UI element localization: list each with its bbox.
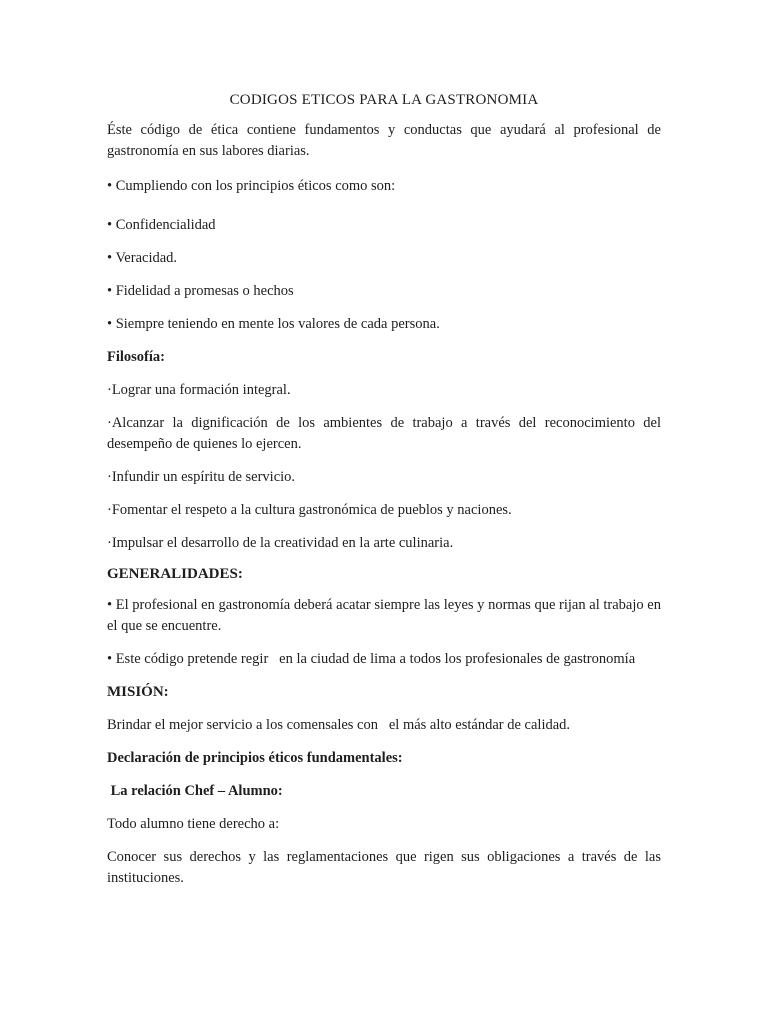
principle-item-3: • Fidelidad a promesas o hechos xyxy=(107,283,294,299)
principle-item-1: • Confidencialidad xyxy=(107,217,216,233)
filosofia-heading: Filosofía: xyxy=(107,349,165,365)
filosofia-item-5: ·Impulsar el desarrollo de la creatividad en la arte culinaria. xyxy=(107,535,454,551)
principles-lead: • Cumpliendo con los principios éticos como son: xyxy=(107,178,396,194)
generalidades-heading: GENERALIDADES: xyxy=(107,566,243,582)
mision-text: Brindar el mejor servicio a los comensales con el más alto estándar de calidad. xyxy=(107,717,571,733)
principle-item-4: • Siempre teniendo en mente los valores de cada persona. xyxy=(107,316,440,332)
document-title: CODIGOS ETICOS PARA LA GASTRONOMIA xyxy=(229,92,539,108)
principle-item-2: • Veracidad. xyxy=(107,250,178,266)
mision-heading: MISIÓN: xyxy=(107,684,169,700)
generalidades-item-2: • Este código pretende regir en la ciudad de lima a todos los profesionales de gastronomía xyxy=(107,651,636,667)
filosofia-item-2: ·Alcanzar la dignificación de los ambientes de trabajo a través del reconocimiento del desempeño de quienes lo ejercen. xyxy=(107,415,661,452)
relacion-heading: La relación Chef – Alumno: xyxy=(107,783,283,799)
filosofia-item-1: ·Lograr una formación integral. xyxy=(107,382,291,398)
declaracion-heading: Declaración de principios éticos fundamentales: xyxy=(107,750,403,766)
alumno-item: Conocer sus derechos y las reglamentaciones que rigen sus obligaciones a través de las instituciones. xyxy=(107,849,661,886)
generalidades-item-1: • El profesional en gastronomía deberá acatar siempre las leyes y normas que rijan al trabajo en el que se encuentre. xyxy=(107,597,661,634)
filosofia-item-3: ·Infundir un espíritu de servicio. xyxy=(107,469,296,485)
alumno-lead: Todo alumno tiene derecho a: xyxy=(107,816,280,832)
intro-paragraph: Éste código de ética contiene fundamentos y conductas que ayudará al profesional de gastronomía en sus labores diarias. xyxy=(107,122,661,159)
filosofia-item-4: ·Fomentar el respeto a la cultura gastronómica de pueblos y naciones. xyxy=(107,502,512,518)
